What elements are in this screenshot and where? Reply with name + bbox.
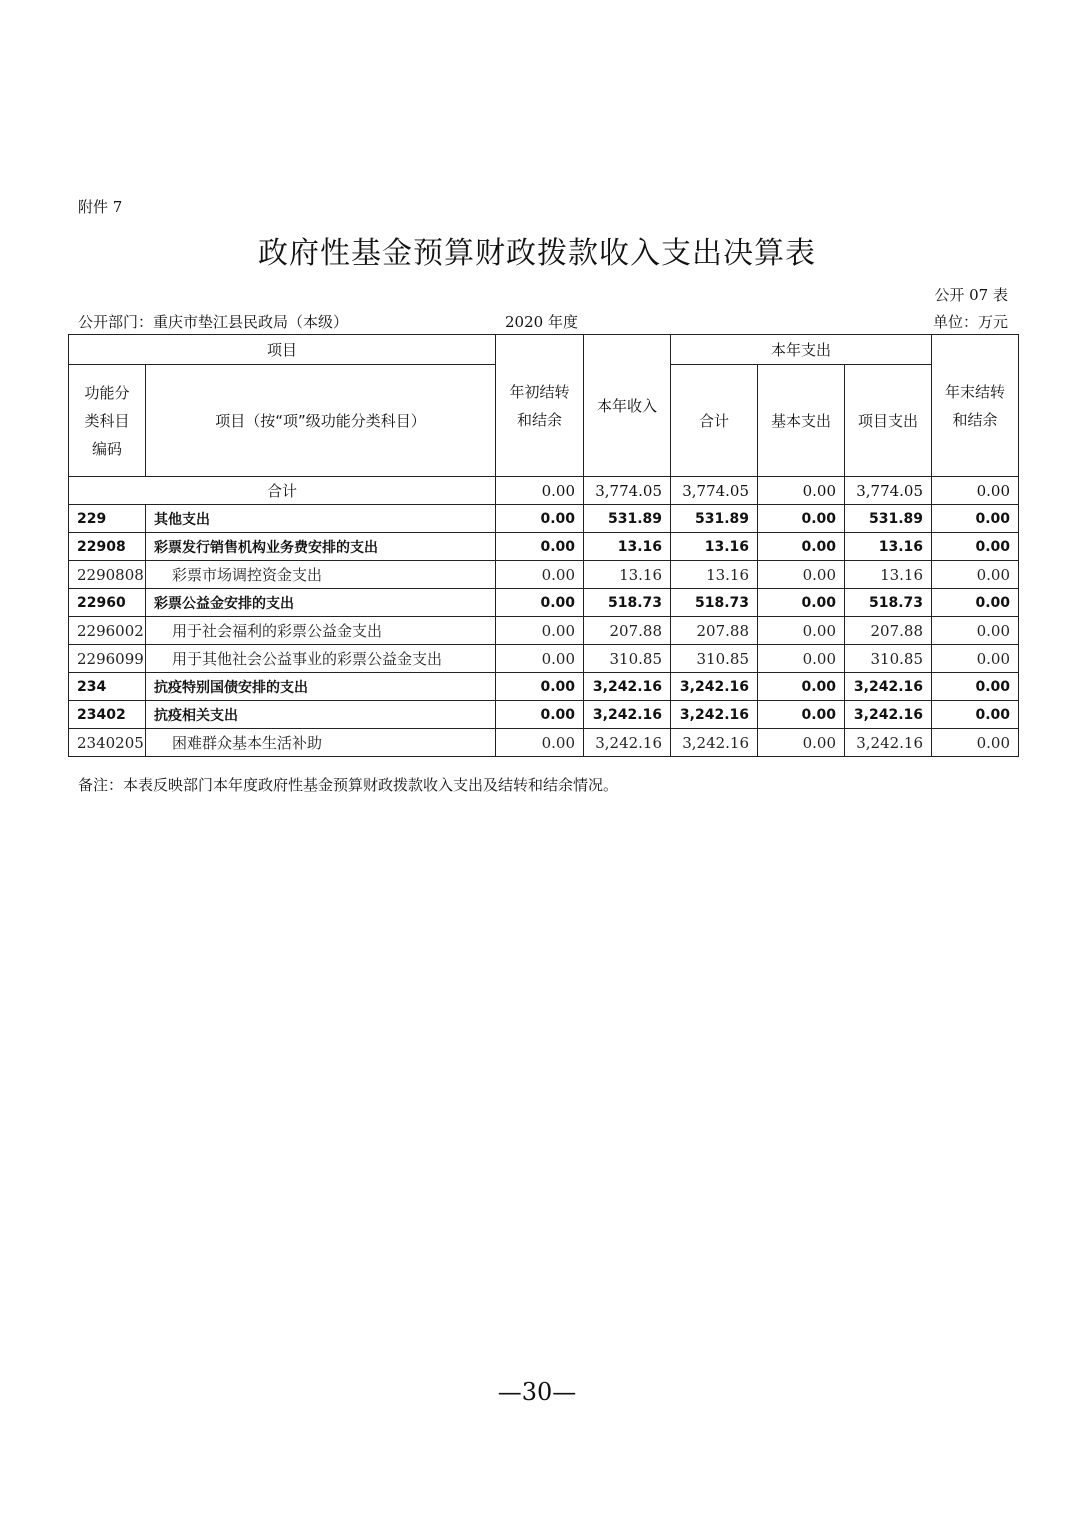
row-name: 彩票市场调控资金支出 (146, 561, 496, 589)
row-begin: 0.00 (496, 701, 584, 729)
row-income: 13.16 (584, 561, 671, 589)
row-name: 彩票公益金安排的支出 (146, 589, 496, 617)
row-project: 3,242.16 (845, 673, 932, 701)
row-basic: 0.00 (758, 589, 845, 617)
summary-row (69, 477, 1019, 505)
row-code: 229 (69, 505, 146, 533)
row-total: 3,242.16 (671, 701, 758, 729)
row-begin: 0.00 (496, 617, 584, 645)
row-income: 207.88 (584, 617, 671, 645)
summary-project: 3,774.05 (845, 477, 932, 505)
row-end: 0.00 (932, 673, 1019, 701)
row-begin: 0.00 (496, 645, 584, 673)
table-row (69, 701, 1019, 729)
row-basic: 0.00 (758, 505, 845, 533)
row-begin: 0.00 (496, 561, 584, 589)
header-begin-balance: 年初结转 和结余 (496, 335, 584, 477)
row-name: 其他支出 (146, 505, 496, 533)
row-income: 13.16 (584, 533, 671, 561)
row-begin: 0.00 (496, 533, 584, 561)
header-basic: 基本支出 (758, 365, 845, 477)
year-label: 2020 年度 (505, 313, 578, 331)
row-end: 0.00 (932, 589, 1019, 617)
row-begin: 0.00 (496, 673, 584, 701)
row-basic: 0.00 (758, 533, 845, 561)
row-project: 531.89 (845, 505, 932, 533)
header-item-name: 项目（按“项”级功能分类科目） (146, 365, 496, 477)
unit-label: 单位：万元 (932, 313, 1008, 331)
row-name: 困难群众基本生活补助 (146, 729, 496, 757)
row-basic: 0.00 (758, 561, 845, 589)
table-row (69, 645, 1019, 673)
row-project: 518.73 (845, 589, 932, 617)
table-row (69, 505, 1019, 533)
row-end: 0.00 (932, 533, 1019, 561)
row-basic: 0.00 (758, 673, 845, 701)
row-income: 531.89 (584, 505, 671, 533)
row-name: 彩票发行销售机构业务费安排的支出 (146, 533, 496, 561)
row-income: 3,242.16 (584, 673, 671, 701)
row-name: 抗疫特别国债安排的支出 (146, 673, 496, 701)
row-total: 310.85 (671, 645, 758, 673)
summary-income: 3,774.05 (584, 477, 671, 505)
row-project: 3,242.16 (845, 701, 932, 729)
row-end: 0.00 (932, 617, 1019, 645)
row-project: 13.16 (845, 561, 932, 589)
row-total: 3,242.16 (671, 673, 758, 701)
row-total: 13.16 (671, 533, 758, 561)
summary-total: 3,774.05 (671, 477, 758, 505)
row-project: 310.85 (845, 645, 932, 673)
header-project: 项目 (69, 335, 496, 365)
row-code: 2296002 (69, 617, 146, 645)
header-expense: 本年支出 (671, 335, 932, 365)
table-row (69, 673, 1019, 701)
table-row (69, 561, 1019, 589)
attachment-label: 附件 7 (78, 198, 123, 216)
row-begin: 0.00 (496, 589, 584, 617)
row-total: 13.16 (671, 561, 758, 589)
summary-end: 0.00 (932, 477, 1019, 505)
row-code: 2340205 (69, 729, 146, 757)
row-name: 用于其他社会公益事业的彩票公益金支出 (146, 645, 496, 673)
row-total: 518.73 (671, 589, 758, 617)
header-func-code: 功能分 类科目 编码 (69, 365, 146, 477)
row-code: 23402 (69, 701, 146, 729)
summary-label: 合计 (69, 477, 496, 505)
table-row (69, 533, 1019, 561)
header-total: 合计 (671, 365, 758, 477)
row-begin: 0.00 (496, 729, 584, 757)
row-basic: 0.00 (758, 729, 845, 757)
header-end-balance: 年末结转 和结余 (932, 335, 1019, 477)
header-project-exp: 项目支出 (845, 365, 932, 477)
row-basic: 0.00 (758, 701, 845, 729)
row-total: 207.88 (671, 617, 758, 645)
row-name: 抗疫相关支出 (146, 701, 496, 729)
row-income: 3,242.16 (584, 729, 671, 757)
summary-begin: 0.00 (496, 477, 584, 505)
header-income: 本年收入 (584, 335, 671, 477)
row-end: 0.00 (932, 729, 1019, 757)
row-end: 0.00 (932, 561, 1019, 589)
row-basic: 0.00 (758, 617, 845, 645)
row-name: 用于社会福利的彩票公益金支出 (146, 617, 496, 645)
row-code: 234 (69, 673, 146, 701)
footnote: 备注：本表反映部门本年度政府性基金预算财政拨款收入支出及结转和结余情况。 (78, 776, 619, 794)
page-title: 政府性基金预算财政拨款收入支出决算表 (258, 236, 816, 271)
table-code: 公开 07 表 (934, 286, 1008, 304)
row-project: 13.16 (845, 533, 932, 561)
row-total: 531.89 (671, 505, 758, 533)
row-basic: 0.00 (758, 645, 845, 673)
row-project: 3,242.16 (845, 729, 932, 757)
row-income: 310.85 (584, 645, 671, 673)
budget-table (68, 334, 1019, 757)
row-end: 0.00 (932, 505, 1019, 533)
page-number: —30— (497, 1378, 577, 1406)
row-project: 207.88 (845, 617, 932, 645)
row-code: 22960 (69, 589, 146, 617)
row-income: 3,242.16 (584, 701, 671, 729)
department-label: 公开部门：重庆市垫江县民政局（本级） (78, 313, 349, 331)
row-end: 0.00 (932, 645, 1019, 673)
table-row (69, 729, 1019, 757)
row-income: 518.73 (584, 589, 671, 617)
row-begin: 0.00 (496, 505, 584, 533)
row-code: 2296099 (69, 645, 146, 673)
row-end: 0.00 (932, 701, 1019, 729)
summary-basic: 0.00 (758, 477, 845, 505)
table-row (69, 617, 1019, 645)
row-code: 22908 (69, 533, 146, 561)
row-total: 3,242.16 (671, 729, 758, 757)
table-row (69, 589, 1019, 617)
row-code: 2290808 (69, 561, 146, 589)
